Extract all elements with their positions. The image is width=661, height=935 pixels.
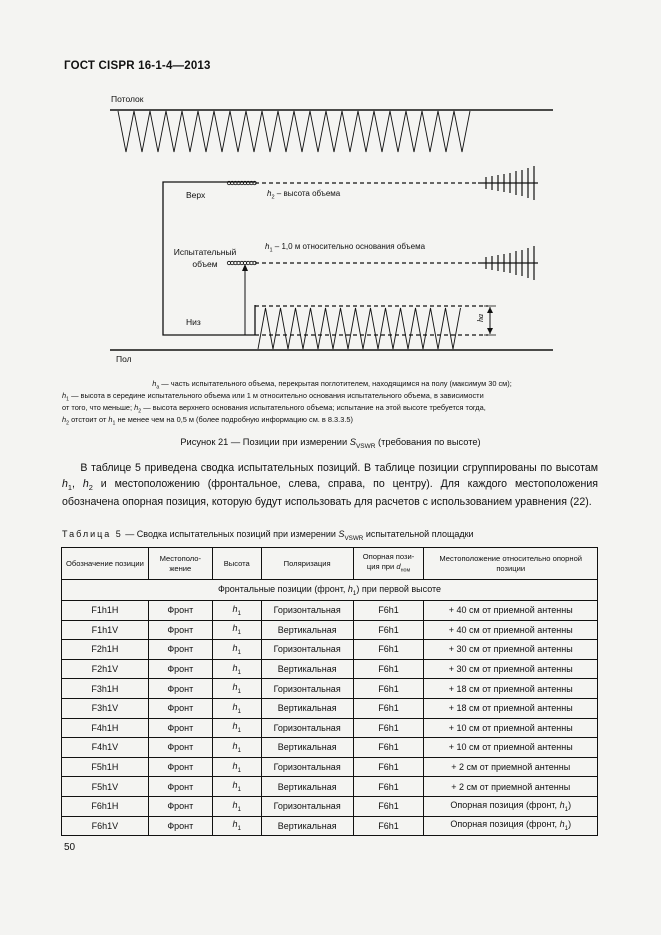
figure-caption: Рисунок 21 — Позиции при измерении $S_{VSWR}$ (требования по высоте) (180, 437, 481, 450)
ha-label: ha (476, 314, 485, 322)
page-number: 50 (64, 842, 76, 853)
test-positions-table (61, 547, 598, 836)
table-cell: F6h1H (62, 796, 149, 816)
table-cell: Фронт (148, 659, 212, 679)
test-volume-label: Испытательный объем (173, 247, 237, 269)
figure-note-2: $h_1$ — высота в середине испытательного объема или 1 м относительно основания испытательного объема, в зависимости (62, 391, 484, 403)
table-cell: + 18 см от приемной антенны (424, 679, 598, 699)
table-cell: $h_1$ (212, 698, 261, 718)
table-cell: Фронт (148, 738, 212, 758)
table-cell: F3h1V (62, 698, 149, 718)
table-header-row (62, 548, 598, 580)
table-cell: F5h1H (62, 757, 149, 777)
figure-note-3: от того, что меньше; $h_2$ — высота верхнего основания испытательного объема; испытание на этой высоте требуется тогда, (62, 403, 486, 415)
table-cell: Фронт (148, 620, 212, 640)
floor-label: Пол (116, 354, 132, 364)
table-cell: + 30 см от приемной антенны (424, 640, 598, 660)
ceiling-label: Потолок (111, 94, 144, 104)
table-row (62, 698, 598, 718)
table-cell: Фронт (148, 816, 212, 836)
table-cell: F6h1 (353, 796, 424, 816)
table-cell: F6h1 (353, 777, 424, 797)
table-cell: Вертикальная (261, 698, 353, 718)
table-cell: Горизонтальная (261, 796, 353, 816)
table-cell: F6h1 (353, 718, 424, 738)
table-row (62, 796, 598, 816)
table-cell: $h_1$ (212, 796, 261, 816)
table-cell: Вертикальная (261, 816, 353, 836)
header-cell: Местоположение относительно опорной позиции (424, 548, 598, 580)
table-cell: + 10 см от приемной антенны (424, 738, 598, 758)
table-cell: Вертикальная (261, 777, 353, 797)
table-cell: $h_1$ (212, 679, 261, 699)
table-cell: F6h1 (353, 659, 424, 679)
table-cell: + 10 см от приемной антенны (424, 718, 598, 738)
table-row (62, 816, 598, 836)
body-paragraph: В таблице 5 приведена сводка испытательных позиций. В таблице позиции сгруппированы по высотам $h_1$, $h_2$ и местоположению (фронтальное, слева, справа, по центру). Для каждого местоположения обозначена опорная позиция, которую будут использовать для расчетов с использованием уравнения (22). (62, 462, 598, 509)
table-cell: $h_1$ (212, 659, 261, 679)
table-cell: F6h1 (353, 757, 424, 777)
table-cell: F1h1V (62, 620, 149, 640)
h1-description: $h_1 - 1,0$ м относительно основания объема (265, 242, 426, 254)
table-cell: Горизонтальная (261, 718, 353, 738)
top-label: Верх (186, 190, 206, 200)
table-group-row (62, 580, 598, 601)
table-cell: Горизонтальная (261, 640, 353, 660)
table-cell: Горизонтальная (261, 679, 353, 699)
table-cell: $h_1$ (212, 738, 261, 758)
table-cell: + 40 см от приемной антенны (424, 601, 598, 621)
table-row (62, 777, 598, 797)
table-cell: Фронт (148, 718, 212, 738)
table-row (62, 659, 598, 679)
bottom-label: Низ (186, 317, 201, 327)
table-cell: Фронт (148, 796, 212, 816)
table-cell: + 18 см от приемной антенны (424, 698, 598, 718)
header-cell: Местополо-жение (148, 548, 212, 580)
table-row (62, 640, 598, 660)
table-cell: $h_1$ (212, 757, 261, 777)
header-cell: Поляризация (261, 548, 353, 580)
table-cell: F6h1 (353, 640, 424, 660)
table-cell: Фронт (148, 640, 212, 660)
table-cell: + 40 см от приемной антенны (424, 620, 598, 640)
table-row (62, 738, 598, 758)
h1-arrow-head (242, 264, 248, 271)
table-cell: F6h1 (353, 679, 424, 699)
table-cell: F3h1H (62, 679, 149, 699)
table-cell: Горизонтальная (261, 757, 353, 777)
table-cell: $h_1$ (212, 620, 261, 640)
receive-antenna-h1 (478, 246, 538, 280)
table-cell: + 2 см от приемной антенны (424, 777, 598, 797)
table-cell: $h_1$ (212, 816, 261, 836)
document-header: ГОСТ CISPR 16-1-4—2013 (64, 60, 211, 72)
table-cell: F6h1 (353, 601, 424, 621)
header-cell: Опорная пози- ция при $d_{ном}$ (353, 548, 424, 580)
table-cell: F2h1H (62, 640, 149, 660)
figure-note-4: $h_2$ отстоит от $h_1$ не менее чем на 0,5 м (более подробную информацию см. в 8.3.3.5) (62, 415, 353, 427)
table-cell: Фронт (148, 757, 212, 777)
ceiling-absorber (118, 111, 470, 152)
table-cell: Опорная позиция (фронт, $h_1$) (424, 816, 598, 836)
table-cell: Вертикальная (261, 738, 353, 758)
receive-antenna-h2 (478, 166, 538, 200)
table-cell: F1h1H (62, 601, 149, 621)
table-cell: Опорная позиция (фронт, $h_1$) (424, 796, 598, 816)
table-row (62, 601, 598, 621)
table-cell: Вертикальная (261, 659, 353, 679)
figure-note-1: $h_a$ — часть испытательного объема, перекрытая поглотителем, находящимся на полу (максимум 30 см); (152, 379, 512, 391)
table-cell: $h_1$ (212, 601, 261, 621)
table-cell: + 30 см от приемной антенны (424, 659, 598, 679)
table-cell: F6h1V (62, 816, 149, 836)
table-row (62, 620, 598, 640)
table-row (62, 757, 598, 777)
table-cell: F4h1H (62, 718, 149, 738)
table-row (62, 718, 598, 738)
table-cell: $h_1$ (212, 718, 261, 738)
table-cell: F4h1V (62, 738, 149, 758)
h2-description: $h_2$ – высота объема (267, 189, 341, 201)
table-cell: Фронт (148, 601, 212, 621)
table-cell: Горизонтальная (261, 601, 353, 621)
floor-absorber (258, 308, 461, 349)
table-cell: F6h1 (353, 698, 424, 718)
table-cell: $h_1$ (212, 777, 261, 797)
table-cell: F6h1 (353, 620, 424, 640)
header-cell: Обозначение позиции (62, 548, 149, 580)
table-cell: F2h1V (62, 659, 149, 679)
table-cell: F6h1 (353, 816, 424, 836)
table-cell: F6h1 (353, 738, 424, 758)
table-cell: Фронт (148, 679, 212, 699)
table-cell: + 2 см от приемной антенны (424, 757, 598, 777)
header-cell: Высота (212, 548, 261, 580)
table-cell: F5h1V (62, 777, 149, 797)
table-caption: Таблица 5 — Сводка испытательных позиций при измерении $S_{VSWR}$ испытательной площадки (62, 529, 474, 542)
table-row (62, 679, 598, 699)
table-cell: Фронт (148, 777, 212, 797)
table-cell: Вертикальная (261, 620, 353, 640)
table-cell: $h_1$ (212, 640, 261, 660)
group-title: Фронтальные позиции (фронт, $h_1$) при первой высоте (62, 580, 598, 601)
table-cell: Фронт (148, 698, 212, 718)
